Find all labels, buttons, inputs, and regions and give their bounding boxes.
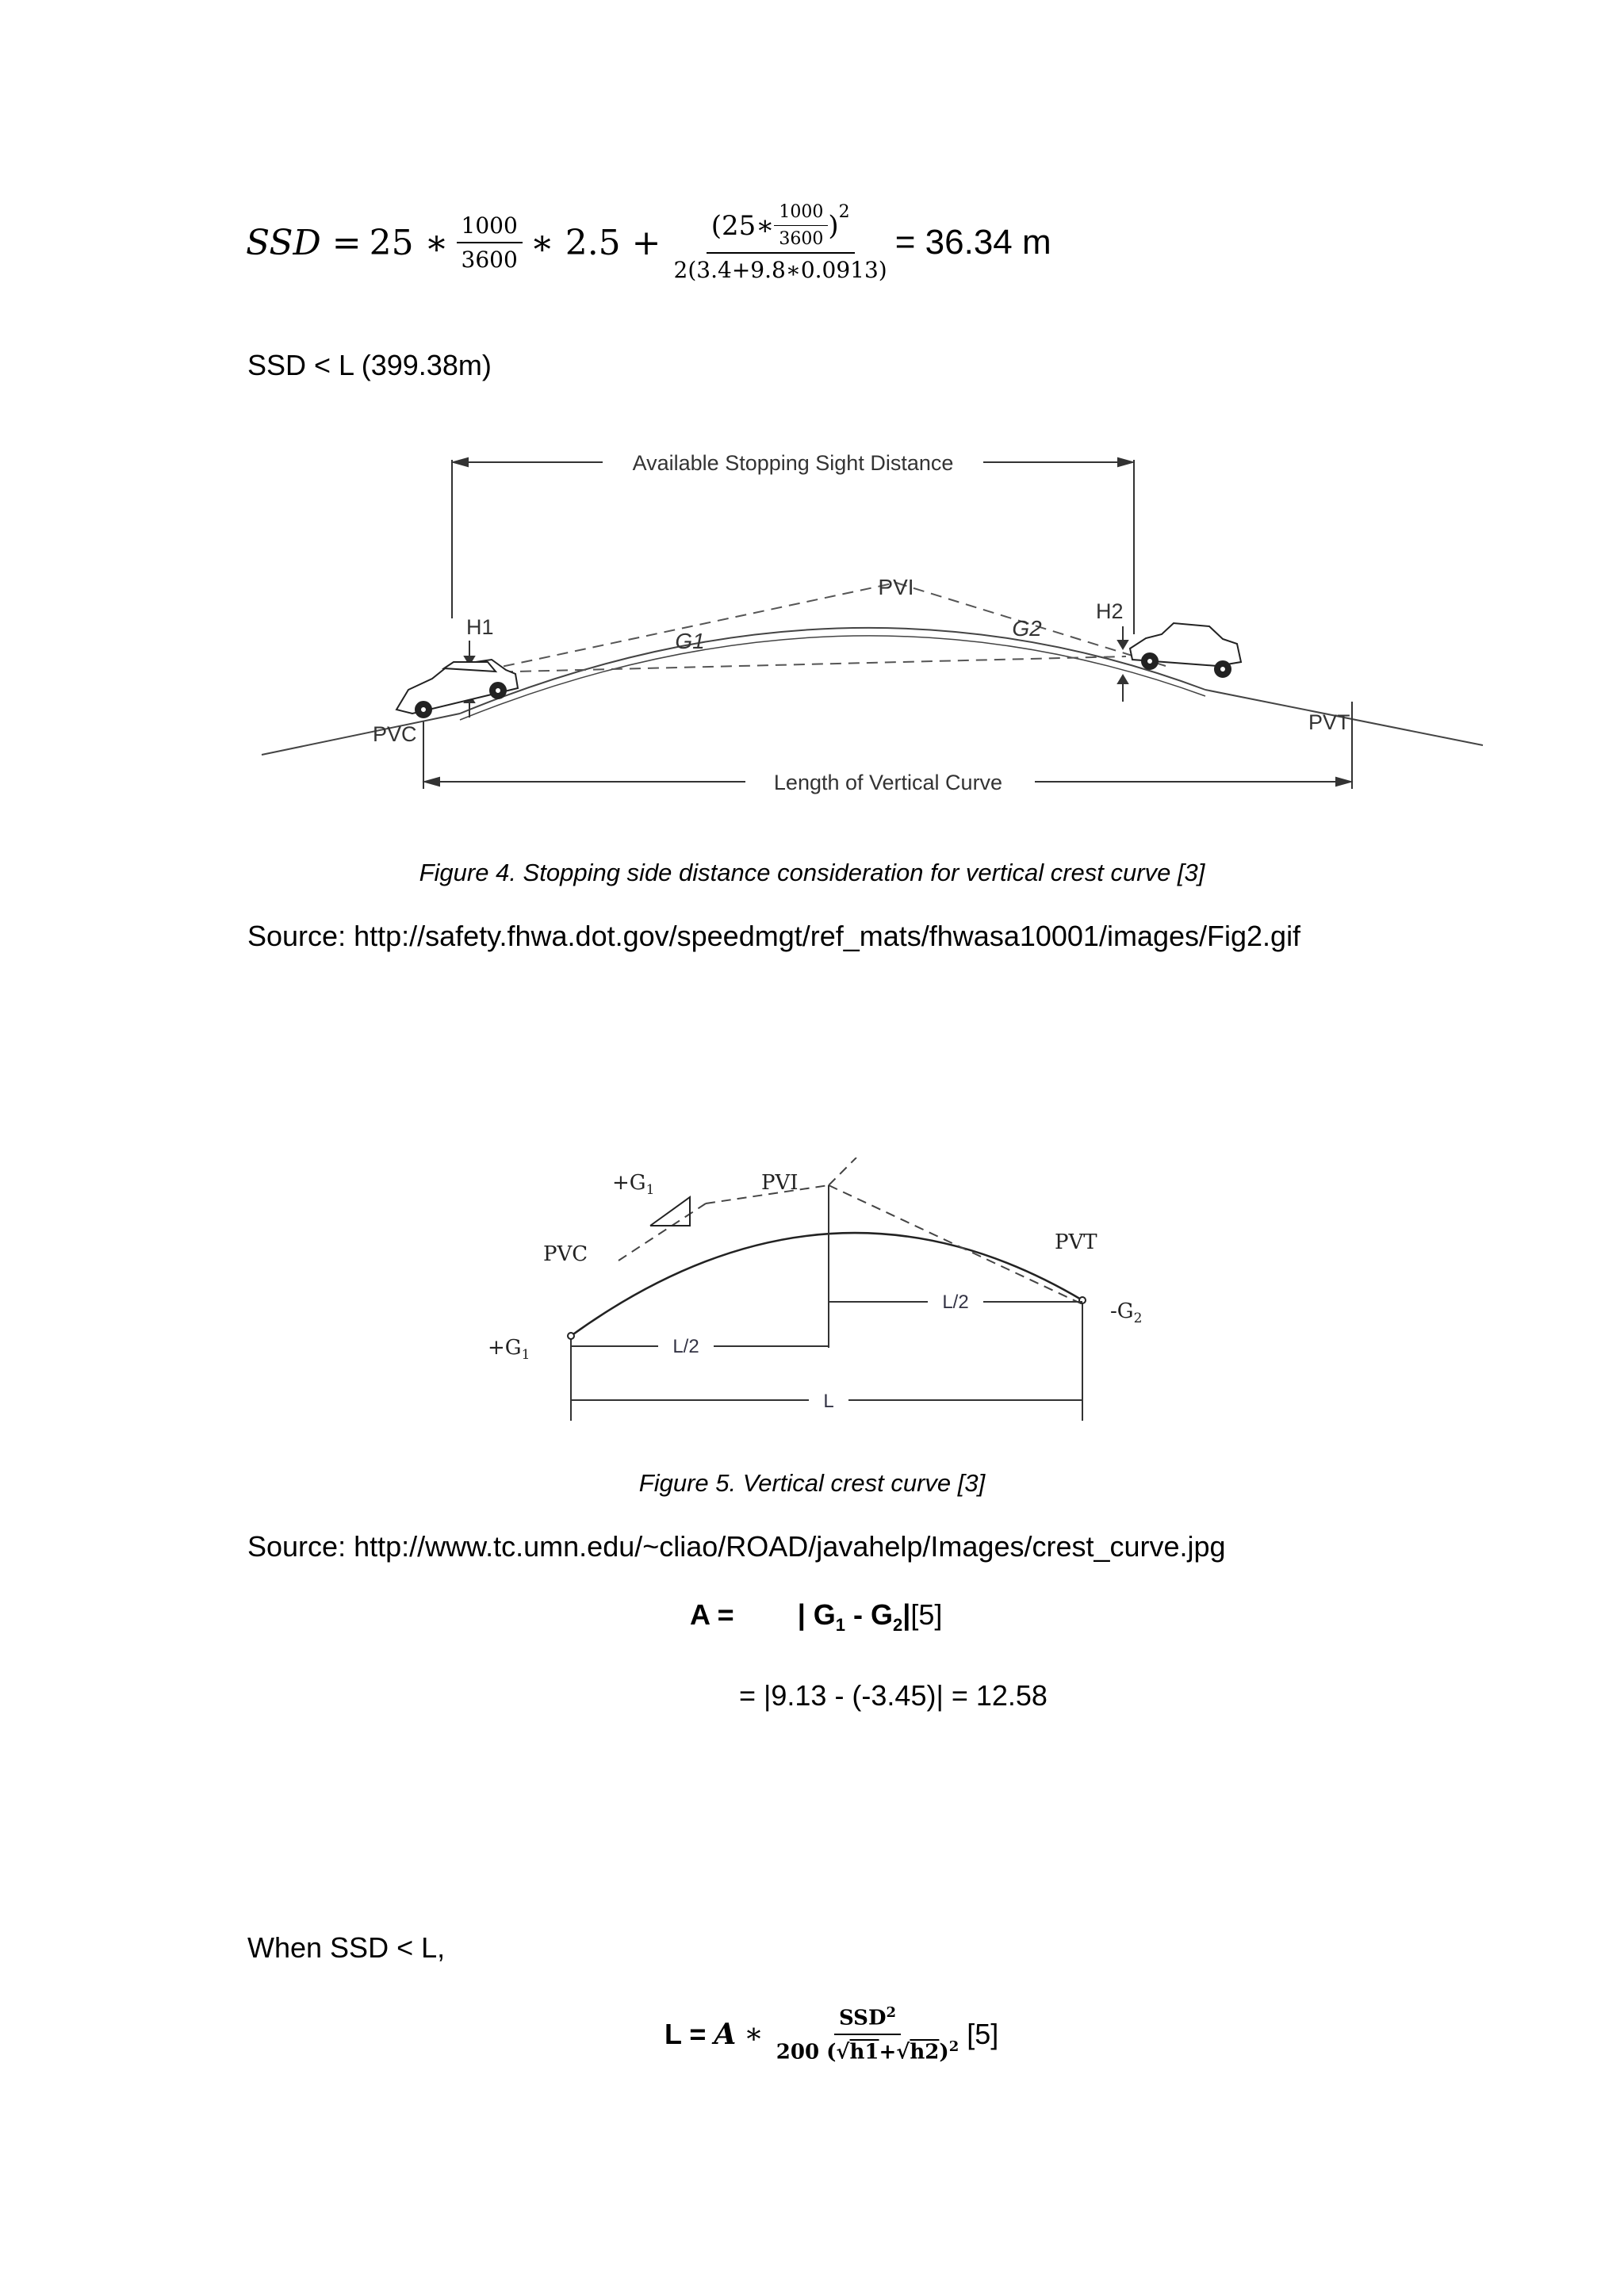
l-num-ssd: SSD (838, 2006, 887, 2030)
l-den-post: ) (939, 2040, 949, 2064)
crest-curve (571, 1233, 1082, 1336)
l-den-exp: 2 (948, 2038, 959, 2055)
l-num-exp: 2 (886, 2004, 897, 2021)
l-equation (665, 2004, 998, 2064)
figure-4-diagram (254, 436, 1491, 809)
a-result: = |9.13 - (-3.45)| = 12.58 (739, 1679, 1048, 1712)
a-rhs-bar: | (902, 1598, 911, 1631)
ssd-frac1-denominator: 3600 (461, 247, 518, 273)
l-a: A (714, 2017, 737, 2051)
figure-4-caption: Figure 4. Stopping side distance consideration for vertical crest curve [3] (419, 859, 1205, 886)
label-g2-right: $-G_2$ (1110, 1299, 1143, 1326)
ssd-condition: SSD < L (399.38m) (247, 349, 492, 381)
ssd-frac2-numerator (707, 202, 855, 254)
figure-5-source: Source: http://www.tc.umn.edu/~cliao/ROAD/javahelp/Images/crest_curve.jpg (247, 1530, 1226, 1563)
label-h1: H1 (466, 615, 494, 639)
ssd-frac2-num-post: ) (828, 209, 839, 242)
a-rhs-sub1: 1 (835, 1615, 846, 1636)
figure-5-diagram (476, 1158, 1174, 1427)
a-rhs (798, 1598, 911, 1636)
ssd-term1: 25 ∗ (369, 222, 449, 263)
l-den-h2: h2 (910, 2040, 940, 2064)
ssd-fraction-1 (457, 212, 523, 273)
available-ssd-dimension (452, 458, 1134, 634)
label-l: L (823, 1391, 834, 1412)
l-den-pre: 200 (√ (776, 2040, 850, 2064)
label-pvt: PVT (1308, 710, 1350, 734)
label-length-vc: Length of Vertical Curve (773, 771, 1003, 794)
label-g2: G2 (1012, 616, 1042, 641)
label-pvc: PVC (543, 1242, 588, 1266)
crest-verticals (571, 1185, 1082, 1421)
l-denominator (772, 2035, 963, 2064)
l-den-h1: h1 (849, 2040, 879, 2064)
tangent-lines (468, 583, 1166, 674)
a-rhs-sub2: 2 (893, 1615, 903, 1636)
l-lhs: L = (665, 2017, 707, 2050)
label-pvi: PVI (878, 575, 914, 599)
label-l2-left: L/2 (672, 1336, 699, 1357)
a-ref: [5] (910, 1598, 943, 1631)
label-g1-top: $+G_1$ (612, 1171, 655, 1198)
label-available-ssd: Available Stopping Sight Distance (632, 451, 954, 475)
label-g1: G1 (675, 629, 705, 653)
ssd-frac2-denominator: 2(3.4+9.8∗0.0913) (673, 257, 887, 283)
ssd-frac2-inner-den: 3600 (779, 229, 824, 249)
ssd-frac1-numerator: 1000 (457, 212, 523, 243)
ssd-frac2-num-exponent: 2 (838, 202, 850, 222)
car-right-icon (1130, 623, 1241, 677)
label-pvt: PVT (1055, 1230, 1097, 1254)
ssd-fraction-2 (669, 202, 892, 283)
figure-4-source: Source: http://safety.fhwa.dot.gov/speedmgt/ref_mats/fhwasa10001/images/Fig2.gif (247, 920, 1301, 952)
ssd-term2: ∗ 2.5 + (530, 222, 661, 263)
ssd-frac2-num-pre: (25∗ (710, 209, 775, 242)
grade-triangle (650, 1197, 690, 1226)
l-ref: [5] (967, 2017, 999, 2050)
l-fraction (772, 2004, 963, 2064)
figure-5-caption: Figure 5. Vertical crest curve [3] (638, 1469, 986, 1497)
a-lhs: A = (690, 1598, 734, 1631)
when-text: When SSD < L, (247, 1931, 446, 1964)
l-numerator (834, 2004, 901, 2035)
ssd-frac2-inner-num: 1000 (774, 202, 828, 226)
label-h2: H2 (1096, 599, 1124, 623)
pvc-point (568, 1333, 574, 1339)
a-rhs-g1: | G (797, 1598, 836, 1631)
label-g1-left: $+G_1$ (488, 1336, 530, 1363)
label-l2-right: L/2 (942, 1292, 969, 1313)
ssd-lhs: SSD = (246, 222, 362, 263)
a-equation (690, 1598, 942, 1636)
ssd-equation (246, 202, 1051, 283)
ssd-frac2-inner-fraction (774, 202, 828, 249)
l-den-mid: +√ (879, 2040, 910, 2064)
label-pvc: PVC (373, 722, 417, 746)
car-left-icon (396, 660, 518, 718)
a-rhs-g2: - G (845, 1598, 894, 1631)
label-pvi: PVI (761, 1171, 799, 1195)
crest-tangents (619, 1158, 1082, 1304)
l-op: ∗ (744, 2018, 764, 2051)
ssd-result: = 36.34 m (894, 223, 1051, 262)
